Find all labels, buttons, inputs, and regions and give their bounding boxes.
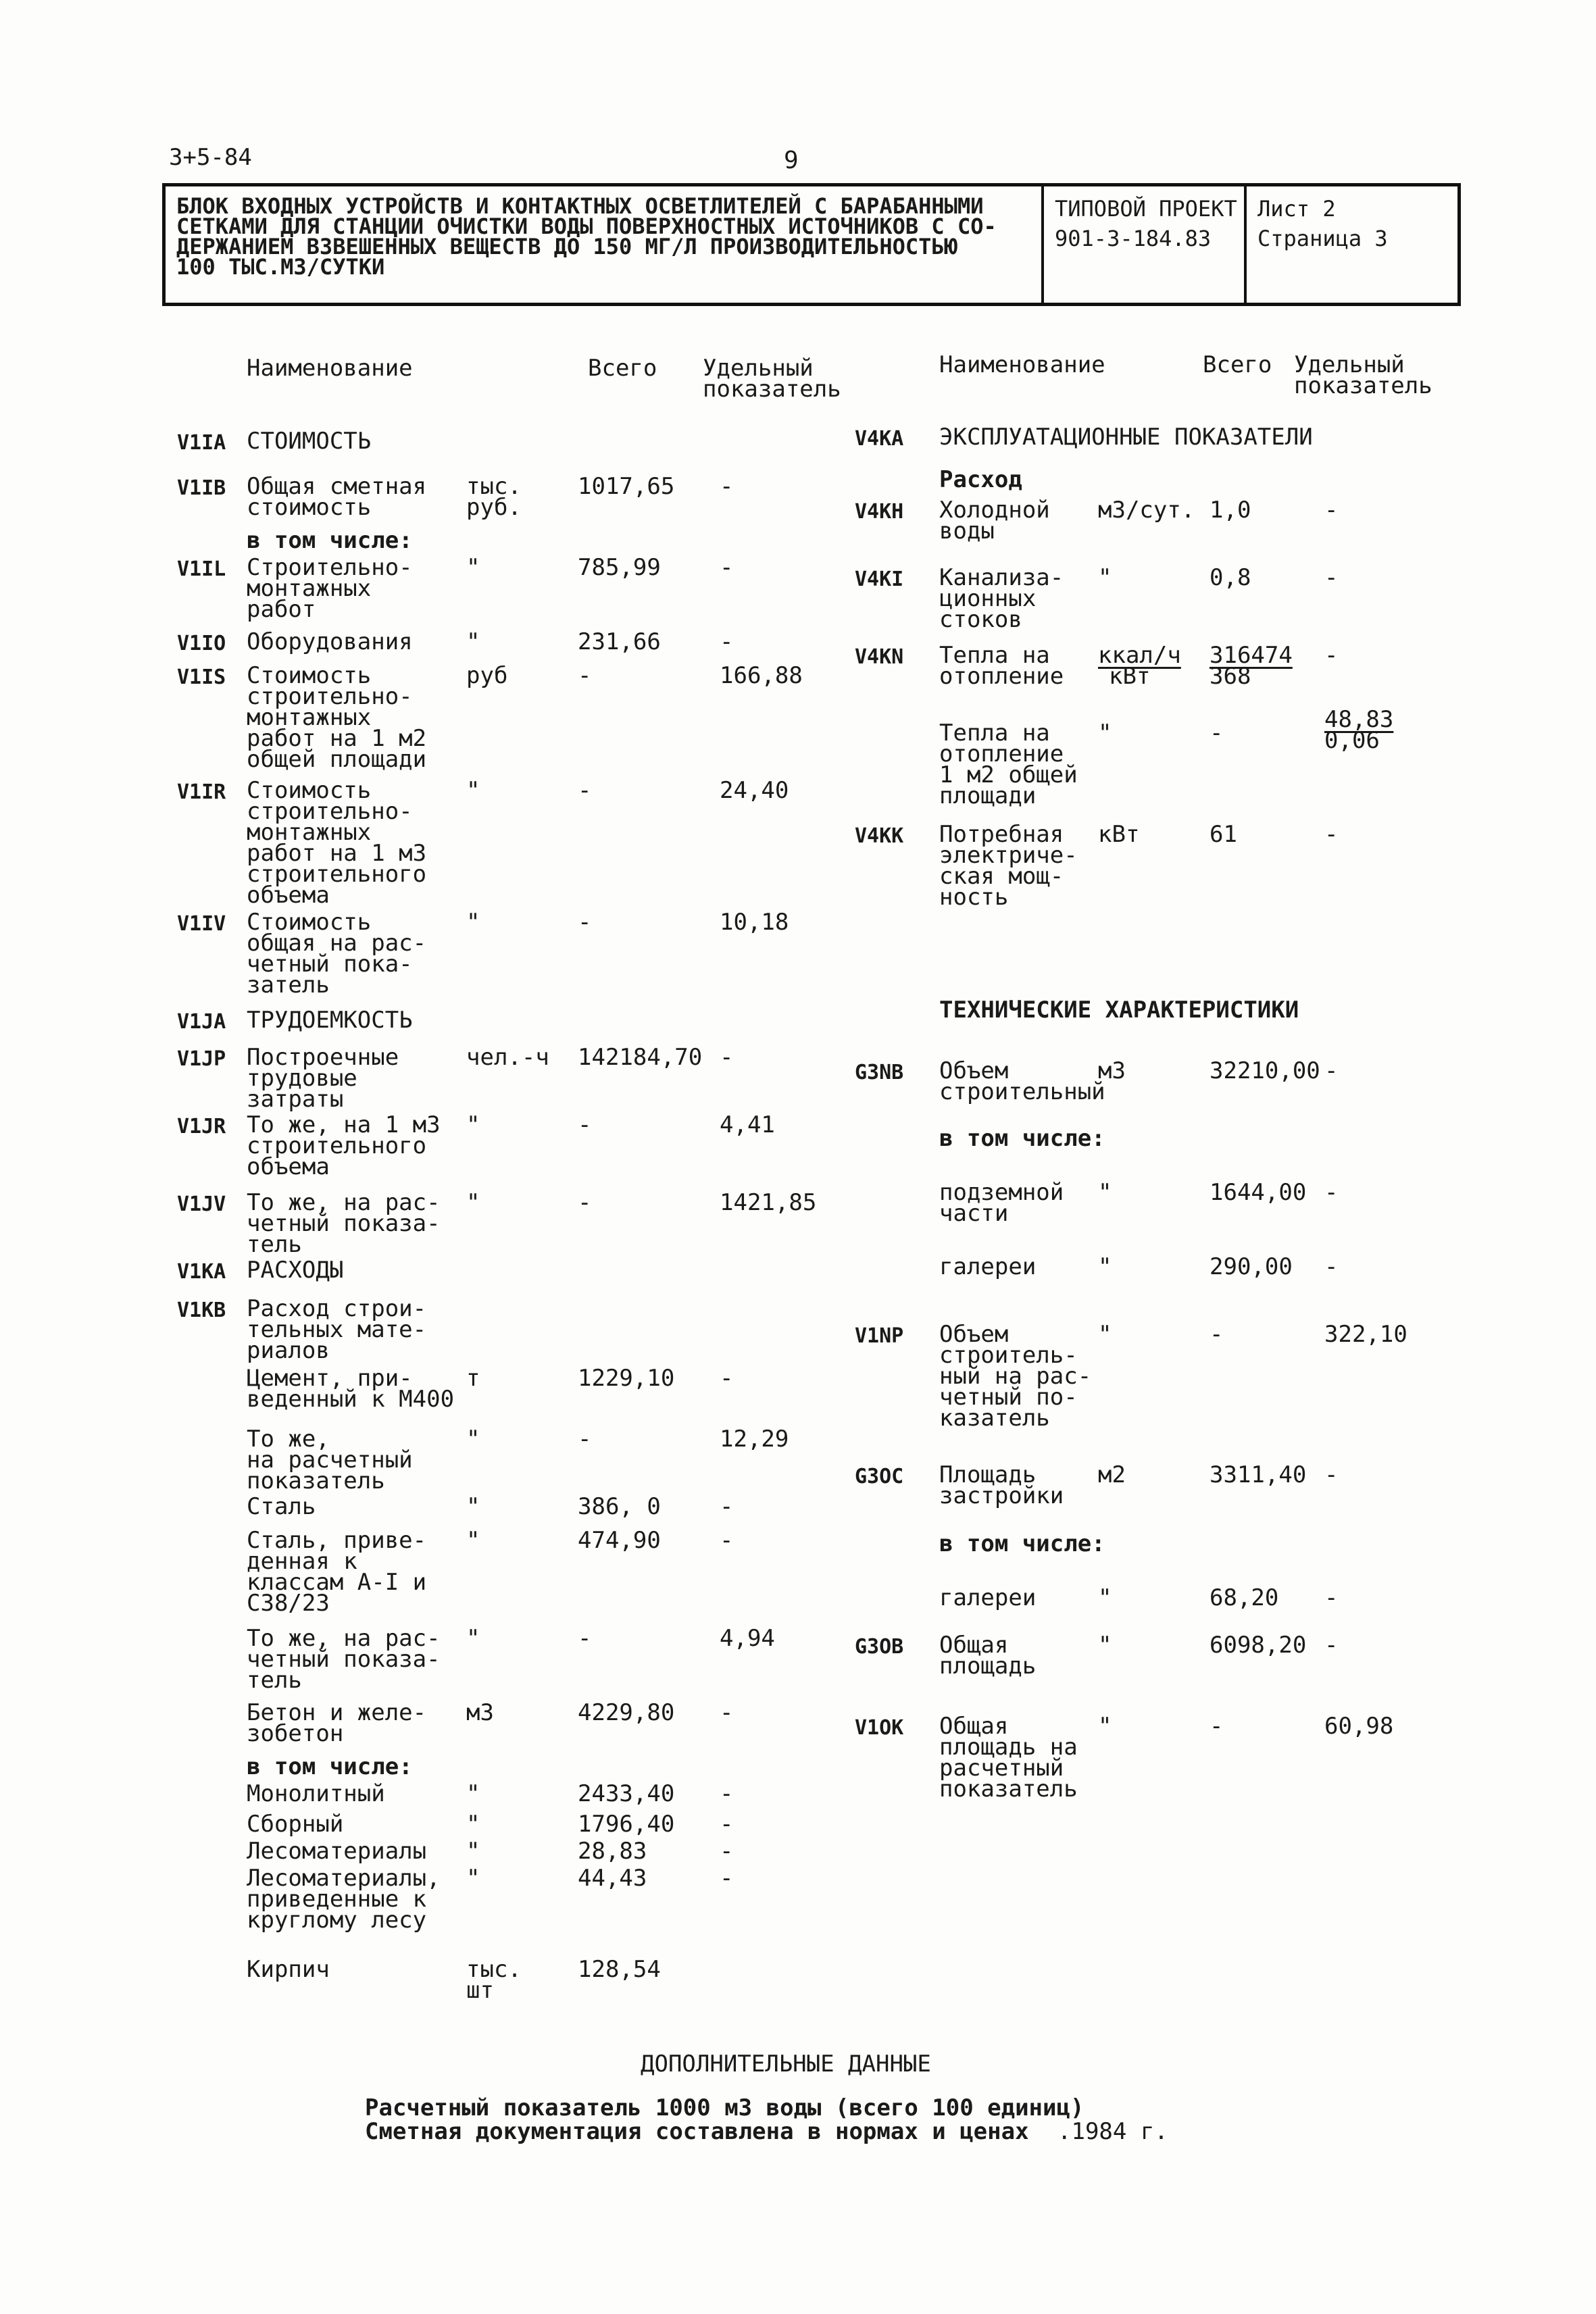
right-row-unit: ": [1098, 1321, 1112, 1348]
right-row-specific: 322,10: [1324, 1321, 1407, 1348]
right-row-code: V4KK: [855, 824, 904, 848]
left-row-code: V1JA: [177, 1010, 226, 1034]
left-row-specific: -: [720, 1493, 734, 1520]
left-row-total: -: [578, 1111, 592, 1138]
right-row-unit: м3: [1098, 1057, 1126, 1084]
right-row-total: 290,00: [1210, 1253, 1293, 1280]
left-row-unit: ": [466, 1838, 480, 1865]
right-row-name: Общая площадь на расчетный показатель: [939, 1713, 1078, 1803]
left-row-total: 28,83: [578, 1838, 647, 1865]
left-row-specific: 12,29: [720, 1426, 789, 1453]
left-row-name: То же, на 1 м3 строительного объема: [247, 1111, 441, 1180]
right-row-code: V4KH: [855, 500, 904, 524]
right-row-name: подземной части: [939, 1179, 1064, 1227]
right-row-total: -: [1210, 1713, 1224, 1740]
left-row-code: V1KB: [177, 1299, 226, 1322]
right-row-specific: -: [1324, 1253, 1339, 1280]
left-row-unit: тыс. шт: [466, 1956, 522, 2004]
left-header-name: Наименование: [247, 355, 413, 382]
left-row-name: Сталь, приве- денная к классам А-I и С38/23: [247, 1527, 427, 1617]
left-row-name: То же, на расчетный показатель: [247, 1426, 413, 1494]
left-row-specific: -: [720, 1865, 734, 1892]
right-row-total: 68,20: [1210, 1584, 1279, 1611]
right-row-total: 6098,20: [1210, 1632, 1307, 1659]
left-row-name: Цемент, при- веденный к М400: [247, 1365, 455, 1413]
left-row-specific: -: [720, 554, 734, 581]
right-row-code: V4KA: [855, 427, 904, 451]
footer-year: .1984 г.: [1057, 2118, 1168, 2145]
left-row-code: V1IV: [177, 912, 226, 936]
right-row-specific: -: [1324, 1584, 1339, 1611]
right-row-name: Объем строитель- ный на рас- четный по- казатель: [939, 1321, 1092, 1432]
document-title: БЛОК ВХОДНЫХ УСТРОЙСТВ И КОНТАКТНЫХ ОСВЕТЛИТЕЛЕЙ С БАРАБАННЫМИ СЕТКАМИ ДЛЯ СТАНЦИИ ОЧИСТКИ ВОДЫ ПОВЕРХНОСТНЫХ ИСТОЧНИКОВ С СО- ДЕРЖАНИЕМ ВЗВЕШЕННЫХ ВЕЩЕСТВ ДО 150 МГ/Л ПРОИЗВОДИТЕЛЬНОСТЬЮ 100 ТЫС.М3/СУТКИ: [176, 193, 997, 280]
right-row-unit: ": [1098, 1713, 1112, 1740]
left-row-total: 1017,65: [578, 473, 675, 500]
left-row-unit: т: [466, 1365, 480, 1392]
page-label: Страница 3: [1257, 226, 1388, 251]
left-row-specific: 166,88: [720, 662, 803, 689]
right-row-name: Объем строительный: [939, 1057, 1105, 1105]
right-row-code: V4KN: [855, 645, 904, 669]
right-row-specific: 48,83 0,06: [1324, 706, 1394, 754]
left-row-code: V1JR: [177, 1115, 226, 1138]
right-row-unit: ": [1098, 1179, 1112, 1206]
footer-line-1: Расчетный показатель 1000 м3 воды (всего 100 единиц): [365, 2094, 1084, 2121]
right-row-code: G3OC: [855, 1465, 904, 1488]
right-row-unit: кВт: [1098, 821, 1140, 848]
right-row-code: V1NP: [855, 1324, 904, 1348]
left-row-name: Стоимость строительно- монтажных работ на 1 м2 общей площади: [247, 662, 427, 773]
left-row-total: 785,99: [578, 554, 661, 581]
left-row-specific: 24,40: [720, 777, 789, 804]
left-row-total: 44,43: [578, 1865, 647, 1892]
right-row-total: 0,8: [1210, 564, 1251, 591]
left-row-total: 231,66: [578, 628, 661, 655]
right-row-unit: ": [1098, 1632, 1112, 1659]
left-row-unit: чел.-ч: [466, 1044, 549, 1071]
right-row-unit: ": [1098, 564, 1112, 591]
left-row-code: V1IR: [177, 780, 226, 804]
left-row-specific: -: [720, 1365, 734, 1392]
right-row-name: Канализа- ционных стоков: [939, 564, 1064, 633]
right-row-unit: ": [1098, 720, 1112, 747]
right-row-specific: -: [1324, 564, 1339, 591]
left-row-name: ТРУДОЕМКОСТЬ: [247, 1007, 413, 1034]
right-row-total: 1644,00: [1210, 1179, 1307, 1206]
right-row-total: 32210,00: [1210, 1057, 1320, 1084]
right-row-code: V1OK: [855, 1716, 904, 1740]
right-row-name: Расход: [939, 466, 1022, 493]
right-row-specific: -: [1324, 642, 1339, 669]
left-row-specific: -: [720, 1699, 734, 1726]
left-row-code: V1JP: [177, 1047, 226, 1071]
page-number: 9: [784, 147, 799, 174]
left-row-name: Лесоматериалы, приведенные к круглому лесу: [247, 1865, 441, 1934]
left-row-total: 4229,80: [578, 1699, 675, 1726]
left-row-name: Расход строи- тельных мате- риалов: [247, 1295, 427, 1364]
left-row-unit: ": [466, 1493, 480, 1520]
right-header-specific: Удельный показатель: [1294, 351, 1432, 399]
left-row-name: Построечные трудовые затраты: [247, 1044, 399, 1113]
left-row-unit: руб: [466, 662, 508, 689]
project-number: 901-3-184.83: [1055, 226, 1212, 251]
left-row-specific: 4,41: [720, 1111, 775, 1138]
left-row-unit: ": [466, 554, 480, 581]
doc-code: 3+5-84: [169, 144, 252, 171]
left-row-total: 2433,40: [578, 1780, 675, 1807]
left-row-name: Лесоматериалы: [247, 1838, 427, 1865]
left-row-code: V1IA: [177, 431, 226, 455]
right-row-unit: ": [1098, 1584, 1112, 1611]
left-row-specific: 4,94: [720, 1625, 775, 1652]
left-row-total: -: [578, 1625, 592, 1652]
left-row-total: 386, 0: [578, 1493, 661, 1520]
left-row-code: V1JV: [177, 1192, 226, 1216]
right-row-name: ЭКСПЛУАТАЦИОННЫЕ ПОКАЗАТЕЛИ: [939, 424, 1313, 451]
left-row-total: -: [578, 777, 592, 804]
left-row-total: 1229,10: [578, 1365, 675, 1392]
left-row-code: V1KA: [177, 1260, 226, 1284]
project-label: ТИПОВОЙ ПРОЕКТ: [1055, 196, 1237, 222]
right-row-code: V4KI: [855, 568, 904, 591]
left-row-name: То же, на рас- четный показа- тель: [247, 1625, 441, 1694]
right-row-specific: -: [1324, 821, 1339, 848]
left-header-specific: Удельный показатель: [703, 355, 841, 403]
right-row-code: G3OB: [855, 1635, 904, 1659]
left-row-unit: м3: [466, 1699, 494, 1726]
right-row-specific: -: [1324, 1179, 1339, 1206]
right-row-name: Площадь застройки: [939, 1461, 1064, 1509]
left-row-total: 128,54: [578, 1956, 661, 1983]
left-row-name: Монолитный: [247, 1780, 385, 1807]
left-row-unit: ": [466, 1625, 480, 1652]
left-row-specific: -: [720, 1527, 734, 1554]
left-row-name: Сталь: [247, 1493, 316, 1520]
left-row-specific: 10,18: [720, 909, 789, 936]
right-row-specific: 60,98: [1324, 1713, 1394, 1740]
left-row-unit: ": [466, 909, 480, 936]
left-row-name: Оборудования: [247, 628, 413, 655]
right-row-name: ТЕХНИЧЕСКИЕ ХАРАКТЕРИСТИКИ: [939, 997, 1299, 1024]
right-row-name: галереи: [939, 1253, 1037, 1280]
left-row-name: в том числе:: [247, 1753, 413, 1780]
right-header-total: Всего: [1203, 351, 1272, 378]
right-row-total: 3311,40: [1210, 1461, 1307, 1488]
left-header-total: Всего: [588, 355, 657, 382]
left-row-name: Бетон и желе- зобетон: [247, 1699, 427, 1747]
sheet-label: Лист 2: [1257, 196, 1336, 222]
left-row-name: Общая сметная стоимость: [247, 473, 427, 521]
left-row-name: Стоимость строительно- монтажных работ на 1 м3 строительного объема: [247, 777, 427, 909]
right-row-unit: ": [1098, 1253, 1112, 1280]
left-row-unit: ": [466, 1189, 480, 1216]
left-row-name: Кирпич: [247, 1956, 330, 1983]
left-row-specific: -: [720, 1780, 734, 1807]
left-row-total: 474,90: [578, 1527, 661, 1554]
right-row-total: 1,0: [1210, 497, 1251, 524]
title-block: [162, 183, 1461, 306]
left-row-name: СТОИМОСТЬ: [247, 428, 372, 455]
left-row-specific: -: [720, 1044, 734, 1071]
right-row-specific: -: [1324, 1057, 1339, 1084]
right-row-unit: м2: [1098, 1461, 1126, 1488]
right-row-code: G3NB: [855, 1061, 904, 1084]
left-row-unit: ": [466, 1865, 480, 1892]
right-row-total: 316474 368: [1210, 642, 1293, 690]
left-row-specific: 1421,85: [720, 1189, 817, 1216]
left-row-name: Сборный: [247, 1811, 344, 1838]
right-row-name: Общая площадь: [939, 1632, 1037, 1680]
right-row-name: Потребная электриче- ская мощ- ность: [939, 821, 1078, 911]
right-row-name: Тепла на отопление: [939, 642, 1064, 690]
footer-heading: ДОПОЛНИТЕЛЬНЫЕ ДАННЫЕ: [641, 2051, 931, 2078]
right-header-name: Наименование: [939, 351, 1105, 378]
left-row-name: в том числе:: [247, 527, 413, 554]
left-row-unit: ": [466, 1811, 480, 1838]
left-row-code: V1IB: [177, 476, 226, 500]
left-row-name: Стоимость общая на рас- четный пока- затель: [247, 909, 427, 999]
left-row-code: V1IS: [177, 665, 226, 689]
left-row-total: -: [578, 1426, 592, 1453]
right-row-specific: -: [1324, 497, 1339, 524]
left-row-total: -: [578, 1189, 592, 1216]
right-row-specific: -: [1324, 1461, 1339, 1488]
left-row-unit: ": [466, 1527, 480, 1554]
right-row-specific: -: [1324, 1632, 1339, 1659]
left-row-specific: -: [720, 1838, 734, 1865]
left-row-unit: ": [466, 777, 480, 804]
right-row-total: 61: [1210, 821, 1237, 848]
footer-line-2: Сметная документация составлена в нормах и ценах: [365, 2118, 1029, 2145]
left-row-specific: -: [720, 628, 734, 655]
left-row-total: -: [578, 662, 592, 689]
right-row-name: в том числе:: [939, 1530, 1105, 1557]
left-row-unit: тыс. руб.: [466, 473, 522, 521]
left-row-code: V1IL: [177, 557, 226, 581]
right-row-name: Холодной воды: [939, 497, 1050, 545]
left-row-total: 1796,40: [578, 1811, 675, 1838]
left-row-name: То же, на рас- четный показа- тель: [247, 1189, 441, 1258]
left-row-name: РАСХОДЫ: [247, 1257, 344, 1284]
left-row-specific: -: [720, 1811, 734, 1838]
left-row-unit: ": [466, 1111, 480, 1138]
right-row-total: -: [1210, 720, 1224, 747]
left-row-total: 142184,70: [578, 1044, 703, 1071]
right-row-name: галереи: [939, 1584, 1037, 1611]
right-row-total: -: [1210, 1321, 1224, 1348]
right-row-unit: ккал/ч кВт: [1098, 642, 1181, 690]
left-row-unit: ": [466, 1426, 480, 1453]
left-row-total: -: [578, 909, 592, 936]
right-row-unit: м3/сут.: [1098, 497, 1195, 524]
right-row-name: в том числе:: [939, 1125, 1105, 1152]
left-row-name: Строительно- монтажных работ: [247, 554, 413, 623]
left-row-code: V1IO: [177, 632, 226, 655]
left-row-unit: ": [466, 628, 480, 655]
left-row-specific: -: [720, 473, 734, 500]
left-row-unit: ": [466, 1780, 480, 1807]
right-row-name: Тепла на отопление 1 м2 общей площади: [939, 720, 1078, 809]
